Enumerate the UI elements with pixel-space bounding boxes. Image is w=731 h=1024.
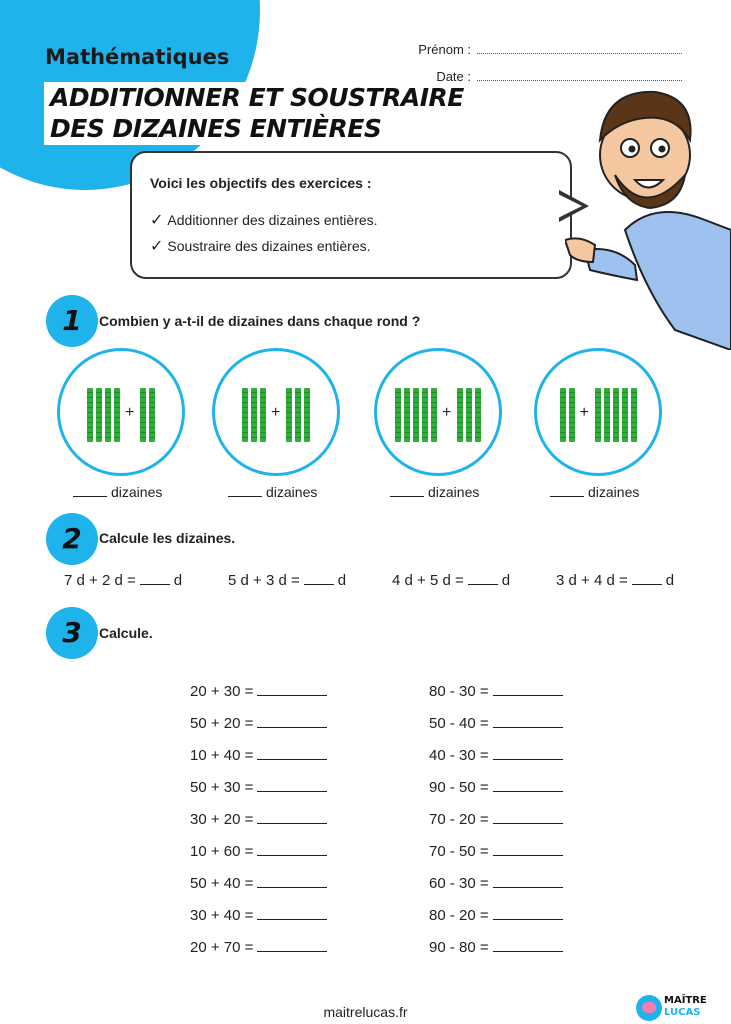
ten-rod [304,388,310,442]
ten-rod [475,388,481,442]
tens-calc-item [556,572,674,589]
tens-circle [374,348,502,476]
equation-expression: 30 + 20 = [190,811,254,828]
teacher-illustration [565,80,731,350]
equation-expression: 50 + 30 = [190,779,254,796]
ten-rod [466,388,472,442]
plus-sign: + [125,404,135,421]
ten-rod [242,388,248,442]
answer-blank[interactable] [493,715,563,728]
tens-calc-item [392,572,510,589]
answer-blank[interactable] [493,875,563,888]
ten-rod [595,388,601,442]
calc-expression: 5 d + 3 d = [228,572,300,589]
unit-label: d [501,572,511,589]
equation-item [429,907,563,924]
answer-blank[interactable] [257,907,327,920]
equation-expression: 70 - 50 = [429,843,489,860]
ten-rod [631,388,637,442]
exercise3-title: Calcule. [99,625,153,641]
unit-label: dizaines [111,484,163,500]
unit-label: dizaines [266,484,318,500]
equation-item [190,907,327,924]
equation-expression: 10 + 60 = [190,843,254,860]
tens-answer [550,484,639,500]
exercise2-title: Calcule les dizaines. [99,530,236,546]
logo-line1: MAÎTRE [664,995,707,1006]
equation-item [190,811,327,828]
calc-expression: 4 d + 5 d = [392,572,464,589]
ten-rod [295,388,301,442]
answer-blank[interactable] [632,572,662,585]
answer-blank[interactable] [257,875,327,888]
equation-expression: 90 - 80 = [429,939,489,956]
subject-label: Mathématiques [45,45,230,69]
plus-sign: + [271,404,281,421]
calc-expression: 3 d + 4 d = [556,572,628,589]
answer-blank[interactable] [468,572,498,585]
equation-item [190,939,327,956]
answer-blank[interactable] [493,747,563,760]
ten-rod [260,388,266,442]
answer-blank[interactable] [73,484,107,497]
ten-rod [413,388,419,442]
equation-item [429,811,563,828]
exercise-number-badge: 2 [46,513,98,565]
equation-expression: 40 - 30 = [429,747,489,764]
ten-rod [404,388,410,442]
ten-rod [613,388,619,442]
answer-blank[interactable] [257,939,327,952]
calc-expression: 7 d + 2 d = [64,572,136,589]
answer-blank[interactable] [257,683,327,696]
equation-expression: 80 - 30 = [429,683,489,700]
prenom-field[interactable] [395,42,682,57]
objectives-speech-bubble [130,151,572,279]
checkmark-icon: ✓ [150,238,164,255]
answer-blank[interactable] [228,484,262,497]
answer-blank[interactable] [304,572,334,585]
answer-blank[interactable] [140,572,170,585]
ten-rod [105,388,111,442]
prenom-dotted-line[interactable] [477,43,682,54]
prenom-label: Prénom : [418,42,471,57]
equation-item [429,939,563,956]
answer-blank[interactable] [493,907,563,920]
equation-expression: 50 + 40 = [190,875,254,892]
plus-sign: + [579,404,589,421]
answer-blank[interactable] [493,843,563,856]
unit-label: dizaines [588,484,640,500]
tens-calc-item [228,572,346,589]
logo-line2: LUCAS [664,1007,701,1018]
tens-circle [57,348,185,476]
equation-item [429,715,563,732]
exercise-number-badge: 1 [46,295,98,347]
ten-rod [622,388,628,442]
answer-blank[interactable] [493,811,563,824]
equation-item [429,683,563,700]
tens-answer [390,484,479,500]
ten-rod [87,388,93,442]
objective-item [150,210,378,230]
equation-expression: 50 + 20 = [190,715,254,732]
ten-rod [422,388,428,442]
equation-expression: 30 + 40 = [190,907,254,924]
brain-icon [636,995,662,1021]
equation-item [190,875,327,892]
ten-rod [140,388,146,442]
equation-item [190,715,327,732]
unit-label: d [337,572,347,589]
equation-expression: 70 - 20 = [429,811,489,828]
equation-item [429,843,563,860]
unit-label: d [665,572,675,589]
answer-blank[interactable] [493,779,563,792]
equation-item [190,779,327,796]
answer-blank[interactable] [257,843,327,856]
objective-item [150,236,371,256]
equation-expression: 20 + 30 = [190,683,254,700]
equation-expression: 90 - 50 = [429,779,489,796]
ten-rod [560,388,566,442]
answer-blank[interactable] [550,484,584,497]
equation-item [429,747,563,764]
equation-item [190,683,327,700]
ten-rod [114,388,120,442]
equation-item [190,747,327,764]
objectives-intro: Voici les objectifs des exercices : [150,175,372,191]
answer-blank[interactable] [257,747,327,760]
worksheet-title-line1: ADDITIONNER ET SOUSTRAIRE [44,82,470,114]
ten-rod [251,388,257,442]
plus-sign: + [442,404,452,421]
objective-text: Soustraire des dizaines entières. [167,238,371,254]
answer-blank[interactable] [493,939,563,952]
ten-rod [286,388,292,442]
equation-item [429,875,563,892]
ten-rod [149,388,155,442]
equation-expression: 60 - 30 = [429,875,489,892]
ten-rod [604,388,610,442]
tens-calc-item [64,572,182,589]
date-label: Date : [436,69,471,84]
answer-blank[interactable] [257,779,327,792]
unit-label: d [173,572,183,589]
worksheet-title-line2: DES DIZAINES ENTIÈRES [44,113,387,145]
ten-rod [457,388,463,442]
equation-expression: 80 - 20 = [429,907,489,924]
equation-expression: 10 + 40 = [190,747,254,764]
equation-item [429,779,563,796]
exercise-number-badge: 3 [46,607,98,659]
ten-rod [431,388,437,442]
answer-blank[interactable] [257,715,327,728]
ten-rod [569,388,575,442]
answer-blank[interactable] [257,811,327,824]
maitre-lucas-logo [636,995,706,1021]
answer-blank[interactable] [390,484,424,497]
ten-rod [96,388,102,442]
equation-expression: 20 + 70 = [190,939,254,956]
tens-answer [73,484,162,500]
unit-label: dizaines [428,484,480,500]
tens-answer [228,484,317,500]
objective-text: Additionner des dizaines entières. [167,212,378,228]
equation-expression: 50 - 40 = [429,715,489,732]
exercise1-title: Combien y a-t-il de dizaines dans chaque rond ? [99,313,421,329]
footer-site: maitrelucas.fr [323,1004,408,1020]
ten-rod [395,388,401,442]
answer-blank[interactable] [493,683,563,696]
checkmark-icon: ✓ [150,212,164,229]
equation-item [190,843,327,860]
